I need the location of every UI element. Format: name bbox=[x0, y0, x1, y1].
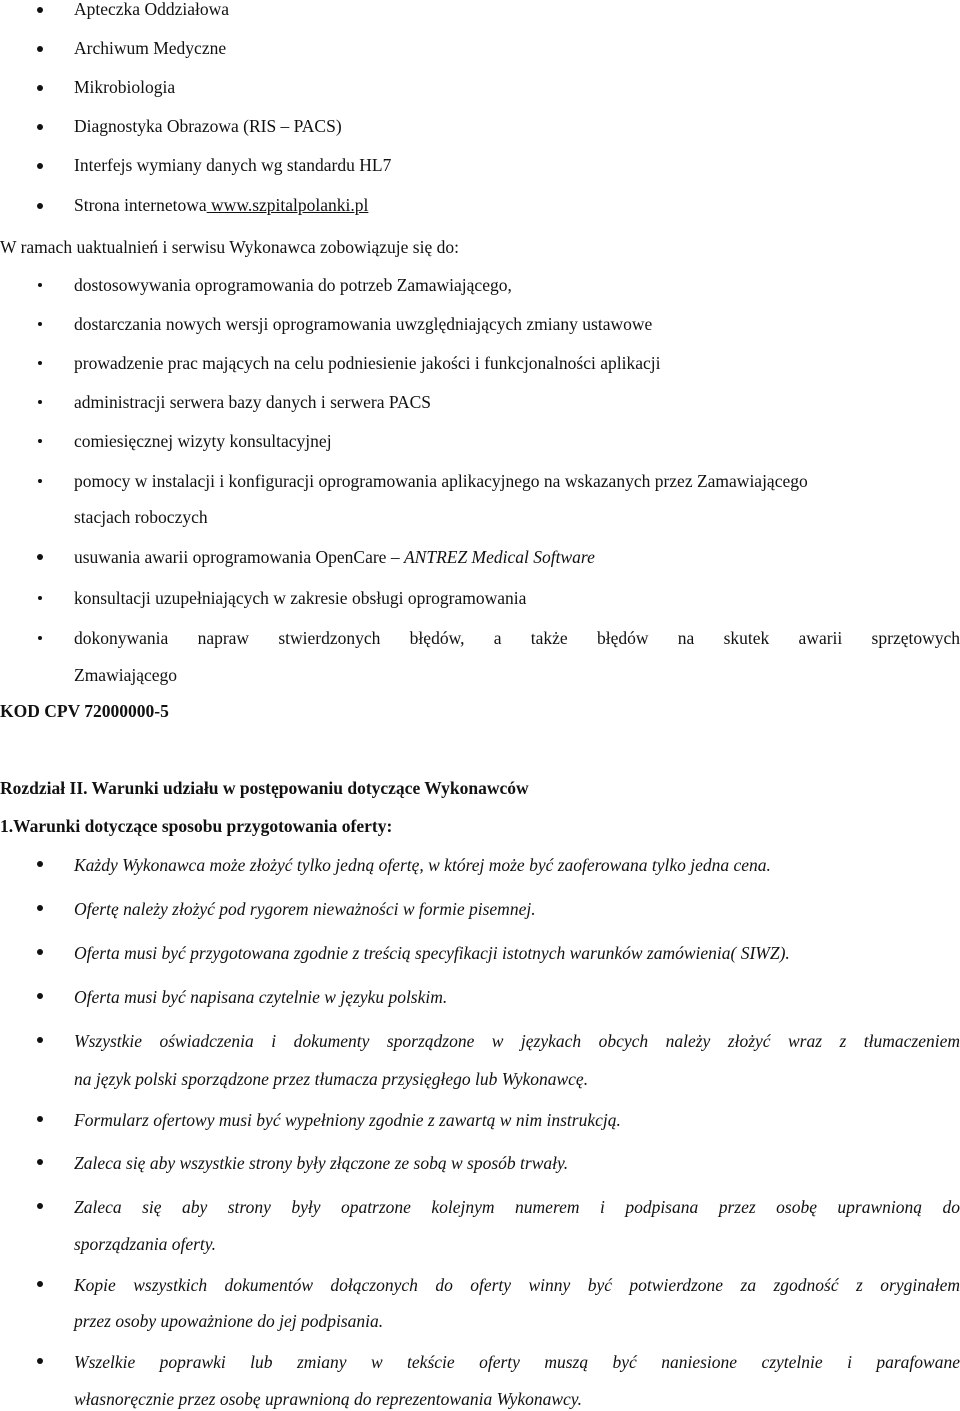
website-label: Strona internetowa bbox=[74, 195, 207, 215]
bullet-icon bbox=[37, 1281, 43, 1287]
list-item: prowadzenie prac mających na celu podniesienie jakości i funkcjonalności aplikacji bbox=[74, 353, 661, 373]
subsection-title: 1.Warunki dotyczące sposobu przygotowania oferty: bbox=[0, 816, 393, 836]
list-item: Apteczka Oddziałowa bbox=[74, 0, 229, 19]
bullet-icon bbox=[38, 361, 42, 365]
bullet-icon bbox=[37, 949, 43, 955]
list-item: pomocy w instalacji i konfiguracji oprogramowania aplikacyjnego na wskazanych przez Zamawiającego bbox=[74, 471, 808, 491]
bullet-icon bbox=[38, 479, 42, 483]
list-item: Wszelkie poprawki lub zmiany w tekście oferty muszą być naniesione czytelnie i parafowane bbox=[74, 1352, 960, 1372]
list-item: dokonywania napraw stwierdzonych błędów, a także błędów na skutek awarii sprzętowych bbox=[74, 628, 960, 648]
list-item: Archiwum Medyczne bbox=[74, 38, 227, 58]
bullet-icon bbox=[37, 861, 43, 867]
bullet-icon bbox=[37, 1037, 43, 1043]
list-item: administracji serwera bazy danych i serwera PACS bbox=[74, 392, 432, 412]
list-item-continuation: Zmawiającego bbox=[74, 665, 178, 685]
fault-software: ANTREZ Medical Software bbox=[403, 547, 595, 567]
list-item: Diagnostyka Obrazowa (RIS – PACS) bbox=[74, 116, 342, 136]
bullet-icon bbox=[37, 1159, 43, 1165]
bullet-icon bbox=[37, 905, 43, 911]
list-item-continuation: stacjach roboczych bbox=[74, 507, 208, 527]
bullet-icon bbox=[37, 554, 43, 560]
list-item: comiesięcznej wizyty konsultacyjnej bbox=[74, 431, 332, 451]
list-item: Formularz ofertowy musi być wypełniony zgodnie z zawartą w nim instrukcją. bbox=[74, 1110, 621, 1130]
list-item: Zaleca się aby strony były opatrzone kolejnym numerem i podpisana przez osobę uprawnioną do bbox=[74, 1197, 960, 1217]
bullet-icon bbox=[38, 596, 42, 600]
cpv-code: KOD CPV 72000000-5 bbox=[0, 701, 169, 721]
website-link[interactable]: www.szpitalpolanki.pl bbox=[206, 195, 369, 215]
list-item: Każdy Wykonawca może złożyć tylko jedną ofertę, w której może być zaoferowana tylko jedna cena. bbox=[74, 855, 771, 875]
list-item: Kopie wszystkich dokumentów dołączonych do oferty winny być potwierdzone za zgodność z oryginałem bbox=[74, 1275, 960, 1295]
list-item: Zaleca się aby wszystkie strony były złączone ze sobą w sposób trwały. bbox=[74, 1153, 569, 1173]
bullet-icon bbox=[37, 163, 43, 169]
list-item: Wszystkie oświadczenia i dokumenty sporządzone w językach obcych należy złożyć wraz z tłumaczeniem bbox=[74, 1031, 960, 1051]
list-item: dostarczania nowych wersji oprogramowania uwzględniających zmiany ustawowe bbox=[74, 314, 653, 334]
bullet-icon bbox=[38, 439, 42, 443]
list-item: dostosowywania oprogramowania do potrzeb Zamawiającego, bbox=[74, 275, 512, 295]
bullet-icon bbox=[37, 124, 43, 130]
bullet-icon bbox=[37, 203, 43, 209]
list-item: Oferta musi być napisana czytelnie w języku polskim. bbox=[74, 987, 448, 1007]
bullet-icon bbox=[37, 1203, 43, 1209]
bullet-icon bbox=[38, 322, 42, 326]
list-item: konsultacji uzupełniających w zakresie obsługi oprogramowania bbox=[74, 588, 527, 608]
list-item bbox=[74, 546, 595, 568]
list-item: Oferta musi być przygotowana zgodnie z treścią specyfikacji istotnych warunków zamówienia( SIWZ). bbox=[74, 943, 790, 963]
list-item-continuation: własnoręcznie przez osobę uprawnioną do reprezentowania Wykonawcy. bbox=[74, 1389, 582, 1409]
bullet-icon bbox=[37, 1358, 43, 1364]
list-item-continuation: na język polski sporządzone przez tłumacza przysięgłego lub Wykonawcę. bbox=[74, 1069, 589, 1089]
bullet-icon bbox=[37, 85, 43, 91]
list-item-continuation: przez osoby upoważnione do jej podpisania. bbox=[74, 1311, 384, 1331]
bullet-icon bbox=[38, 283, 42, 287]
bullet-icon bbox=[37, 46, 43, 52]
bullet-icon bbox=[38, 400, 42, 404]
intro-text: W ramach uaktualnień i serwisu Wykonawca zobowiązuje się do: bbox=[0, 237, 459, 257]
bullet-icon bbox=[37, 993, 43, 999]
list-item-continuation: sporządzania oferty. bbox=[74, 1234, 216, 1254]
list-item: Mikrobiologia bbox=[74, 77, 176, 97]
section-title: Rozdział II. Warunki udziału w postępowaniu dotyczące Wykonawców bbox=[0, 778, 529, 798]
list-item: Ofertę należy złożyć pod rygorem nieważności w formie pisemnej. bbox=[74, 899, 536, 919]
list-item-website bbox=[74, 194, 368, 216]
bullet-icon bbox=[37, 1116, 43, 1122]
fault-text: usuwania awarii oprogramowania OpenCare – bbox=[74, 547, 404, 567]
list-item: Interfejs wymiany danych wg standardu HL7 bbox=[74, 155, 392, 175]
bullet-icon bbox=[37, 7, 43, 13]
bullet-icon bbox=[38, 636, 42, 640]
